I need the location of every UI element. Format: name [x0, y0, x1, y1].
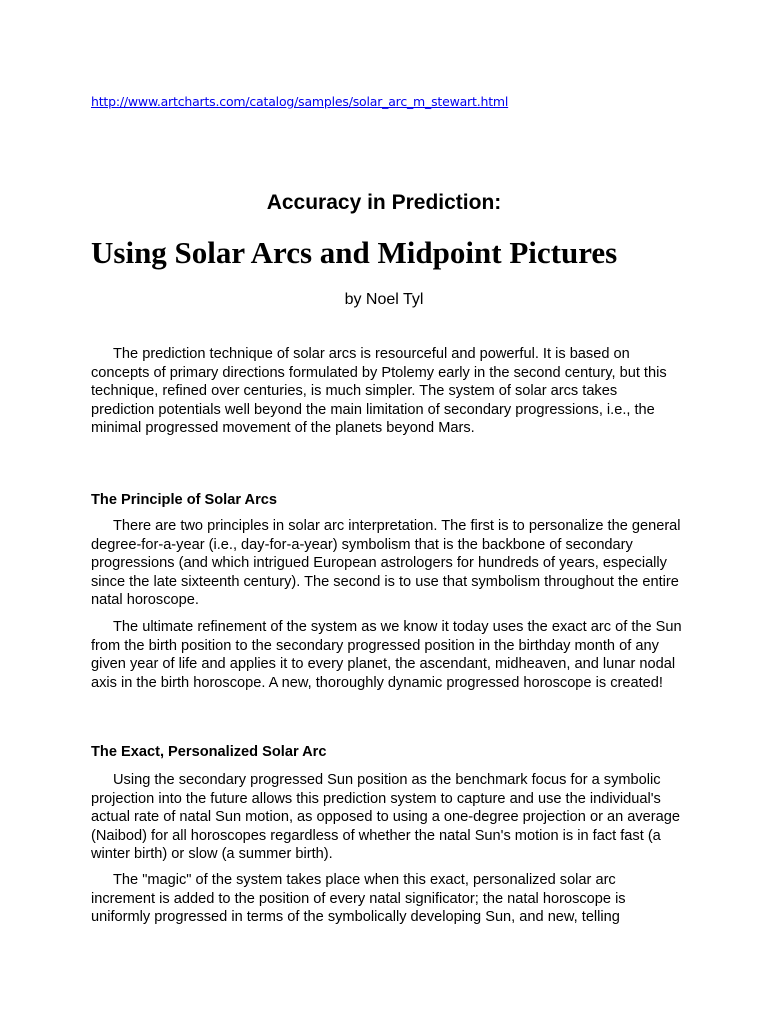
author-byline: by Noel Tyl — [344, 291, 424, 308]
document-kicker: Accuracy in Prediction: — [266, 191, 502, 214]
section-heading-exact-arc: The Exact, Personalized Solar Arc — [91, 744, 327, 760]
section-heading-principle: The Principle of Solar Arcs — [91, 492, 277, 508]
paragraph-exact-arc-2: The "magic" of the system takes place when this exact, personalized solar arc increment is added to the position of every natal significator; the natal horoscope is uniformly progressed in terms of the symbolically developing Sun, and new, telling — [91, 872, 626, 926]
paragraph-exact-arc-1: Using the secondary progressed Sun position as the benchmark focus for a symbolic projection into the future allows this prediction system to capture and use the individual's actual rate of natal Sun motion, as opposed to using a one-degree projection or an average (Naibod) for all horoscopes regardless of whether the natal Sun's motion is in fact fast (a winter birth) or slow (a summer birth). — [91, 772, 681, 863]
document-title: Using Solar Arcs and Midpoint Pictures — [91, 235, 618, 270]
paragraph-principle-1: There are two principles in solar arc interpretation. The first is to personalize the general degree-for-a-year (i.e., day-for-a-year) symbolism that is the backbone of secondary progressions (and which intrigued European astrologers for hundreds of years, especially since the late sixteenth century). The second is to use that symbolism throughout the entire natal horoscope. — [91, 518, 681, 609]
paragraph-principle-2: The ultimate refinement of the system as we know it today uses the exact arc of the Sun from the birth position to the secondary progressed position in the birthday month of any given year of life and applies it to every planet, the ascendant, midheaven, and lunar nodal axis in the birth horoscope. A new, thoroughly dynamic progressed horoscope is created! — [91, 619, 682, 691]
intro-paragraph: The prediction technique of solar arcs is resourceful and powerful. It is based on concepts of primary directions formulated by Ptolemy early in the second century, but this technique, refined over centuries, is much simpler. The system of solar arcs takes prediction potentials well beyond the main limitation of secondary progressions, i.e., the minimal progressed movement of the planets beyond Mars. — [91, 346, 667, 437]
source-link[interactable]: http://www.artcharts.com/catalog/samples/solar_arc_m_stewart.html — [91, 94, 509, 109]
